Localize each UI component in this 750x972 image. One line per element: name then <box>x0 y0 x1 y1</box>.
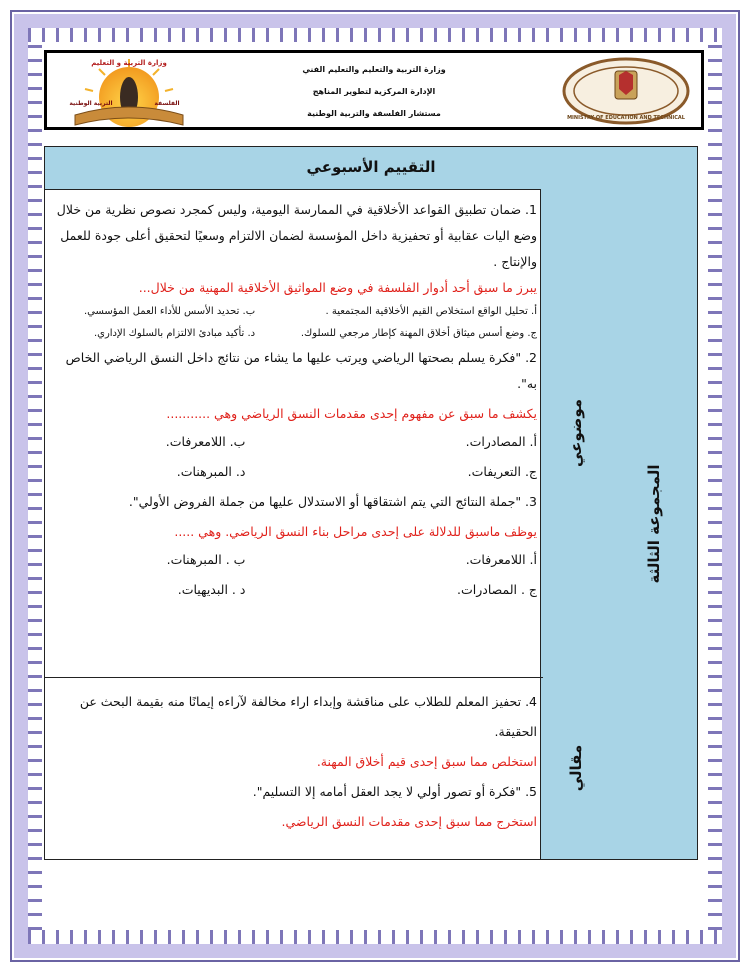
question-3-option-a: أ. اللامعرفات. <box>465 552 537 567</box>
essay-questions <box>51 687 537 837</box>
question-3-prompt: يوظف ماسبق للدلالة على إحدى مراحل بناء النسق الرياضي. وهي ..... <box>174 524 537 539</box>
section-divider <box>45 677 543 678</box>
question-5-prompt: استخرج مما سبق إحدى مقدمات النسق الرياضي. <box>281 814 537 829</box>
svg-text:وزارة التربية و التعليم: وزارة التربية و التعليم <box>91 59 167 67</box>
question-2-option-d: د. المبرهنات. <box>176 464 246 479</box>
essay-type-cell <box>540 677 611 859</box>
question-1-option-c: ج. وضع أسس ميثاق أخلاق المهنة كإطار مرجعي للسلوك. <box>300 328 537 339</box>
group-label-cell <box>610 189 697 859</box>
objective-type-label: موضوعي <box>567 398 585 468</box>
question-1-option-d: د. تأكيد مبادئ الالتزام بالسلوك الإداري. <box>93 328 256 339</box>
header-advisor: مستشار الفلسفة والتربية الوطنية <box>307 109 441 118</box>
question-2-text: 2. "فكرة يسلم بصحتها الرياضي ويرتب عليها ما يشاء من نتائج داخل النسق الرياضي الخاص به". <box>65 350 537 391</box>
svg-text:MINISTRY OF EDUCATION AND TECH: MINISTRY OF EDUCATION AND TECHNICAL <box>567 115 685 121</box>
question-2-option-c: ج. التعريفات. <box>467 464 537 479</box>
question-3-option-b: ب . المبرهنات. <box>166 552 246 567</box>
objective-questions <box>51 197 537 605</box>
question-5-text: 5. "فكرة أو تصور أولي لا يجد العقل أمامه إلا التسليم". <box>252 784 537 799</box>
question-2-prompt: يكشف ما سبق عن مفهوم إحدى مقدمات النسق الرياضي وهي ........... <box>166 406 537 421</box>
question-1-option-b: ب. تحديد الأسس للأداء العمل المؤسسي. <box>83 306 256 317</box>
question-2-option-b: ب. اللامعرفات. <box>165 434 246 449</box>
ministry-seal-icon <box>561 57 691 125</box>
svg-text:التربية الوطنية: التربية الوطنية <box>69 100 113 107</box>
question-1-option-a: أ. تحليل الواقع استخلاص القيم الأخلاقية المجتمعية . <box>325 306 537 317</box>
objective-type-cell <box>540 189 611 678</box>
header-ministry: وزارة التربية والتعليم والتعليم الفني <box>302 65 446 74</box>
svg-text:الفلسفة: الفلسفة <box>154 100 180 107</box>
assessment-table <box>44 146 698 860</box>
question-2-option-a: أ. المصادرات. <box>465 434 537 449</box>
header-department: الإدارة المركزية لتطوير المناهج <box>312 87 436 96</box>
document-header <box>44 50 704 130</box>
essay-type-label: مقالي <box>567 744 585 792</box>
question-4-text: 4. تحفيز المعلم للطلاب على مناقشة وإبداء اراء مخالفة لآراءه إيمانًا منه بقيمة البحث عن الحقيقة. <box>79 694 537 739</box>
question-3-text: 3. "جملة النتائج التي يتم اشتقاقها أو الاستدلال عليها من جملة الفروض الأولي". <box>128 494 537 509</box>
question-3-option-c: ج . المصادرات. <box>457 582 537 597</box>
group-label: المجموعة الثالثة <box>645 464 663 584</box>
question-1-text: 1. ضمان تطبيق القواعد الأخلاقية في الممارسة اليومية، وليس كمجرد نصوص نظرية من خلال وضع اليات عقابية أو تحفيزية داخل المؤسسة لضمان الالتزام وسعيًا لتحقيق أعلى جودة للعمل والإنتاج . <box>56 202 537 269</box>
page-title: التقييم الأسبوعي <box>45 147 697 190</box>
question-1-prompt: يبرز ما سبق أحد أدوار الفلسفة في وضع المواثيق الأخلاقية المهنية من خلال... <box>138 280 537 295</box>
question-4-prompt: استخلص مما سبق إحدى قيم أخلاق المهنة. <box>316 754 537 769</box>
question-3-option-d: د . البديهيات. <box>177 582 246 597</box>
